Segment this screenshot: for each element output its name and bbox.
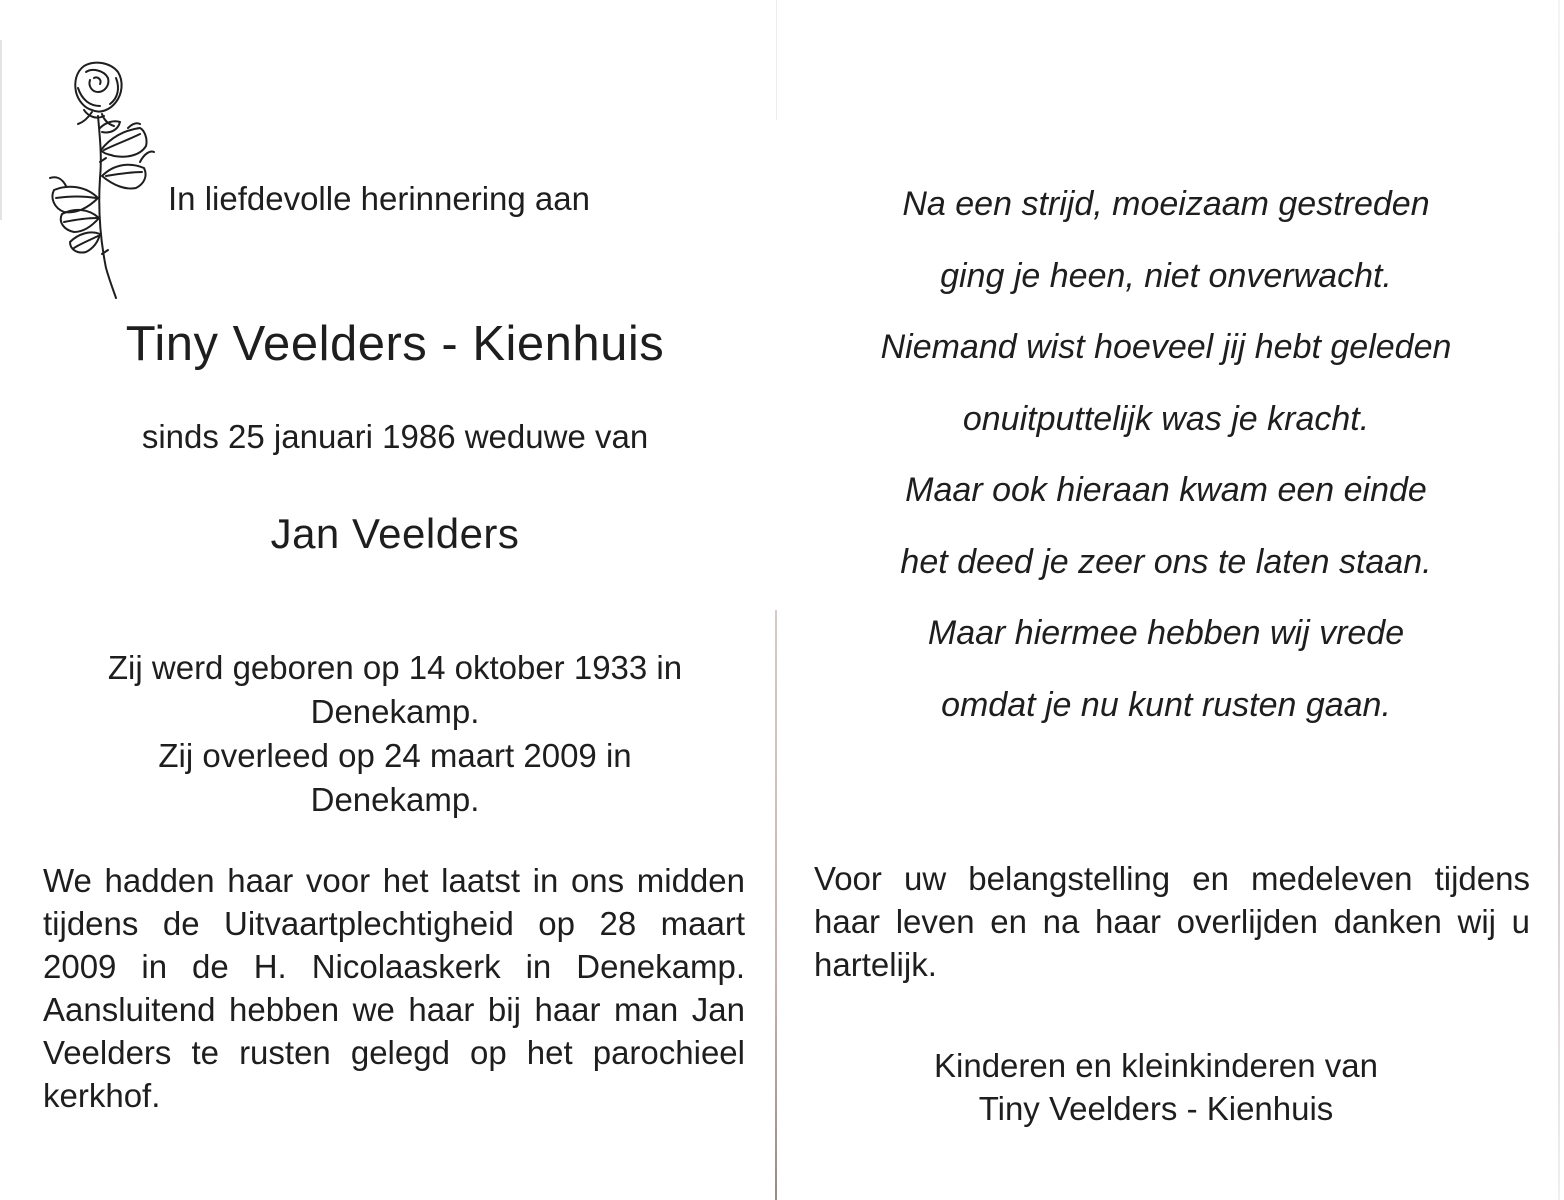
thanks-paragraph: Voor uw belangstelling en medeleven tijdens haar leven en na haar overlijden danken wij u hartelijk.	[814, 860, 1530, 983]
poem-line: omdat je nu kunt rusten gaan.	[941, 685, 1391, 724]
poem-line: Na een strijd, moeizaam gestreden	[902, 185, 1430, 223]
signature	[778, 1044, 1534, 1130]
poem-line: het deed je zeer ons te laten staan.	[900, 542, 1432, 581]
death-line: Zij overleed op 24 maart 2009 in	[158, 737, 632, 774]
poem-line: onuitputtelijk was je kracht.	[962, 399, 1370, 438]
farewell-paragraph: We hadden haar voor het laatst in ons midden tijdens de Uitvaartplechtigheid op 28 maart 2009 in de H. Nicolaaskerk in Denekamp. Aansluitend hebben we haar bij haar man Jan Veelders te rusten gelegd op het parochieel kerkhof.	[43, 862, 745, 1114]
husband-name: Jan Veelders	[270, 510, 520, 557]
signature-line: Kinderen en kleinkinderen van	[934, 1047, 1378, 1084]
poem	[868, 180, 1464, 752]
deceased-name: Tiny Veelders - Kienhuis	[125, 317, 665, 371]
birth-place: Denekamp.	[310, 693, 480, 730]
rose-icon	[44, 58, 160, 300]
intro-text: In liefdevolle herinnering aan	[168, 180, 590, 217]
poem-line: ging je heen, niet onverwacht.	[940, 256, 1392, 295]
signature-name: Tiny Veelders - Kienhuis	[978, 1090, 1334, 1127]
birth-death-dates	[0, 646, 790, 822]
right-page	[778, 0, 1564, 1200]
birth-line: Zij werd geboren op 14 oktober 1933 in	[107, 649, 683, 686]
poem-line: Niemand wist hoeveel jij hebt geleden	[880, 328, 1452, 366]
poem-line: Maar ook hieraan kwam een einde	[905, 471, 1427, 509]
left-page	[0, 0, 778, 1200]
death-place: Denekamp.	[310, 781, 480, 818]
widow-line: sinds 25 januari 1986 weduwe van	[141, 418, 649, 455]
poem-line: Maar hiermee hebben wij vrede	[927, 614, 1405, 652]
